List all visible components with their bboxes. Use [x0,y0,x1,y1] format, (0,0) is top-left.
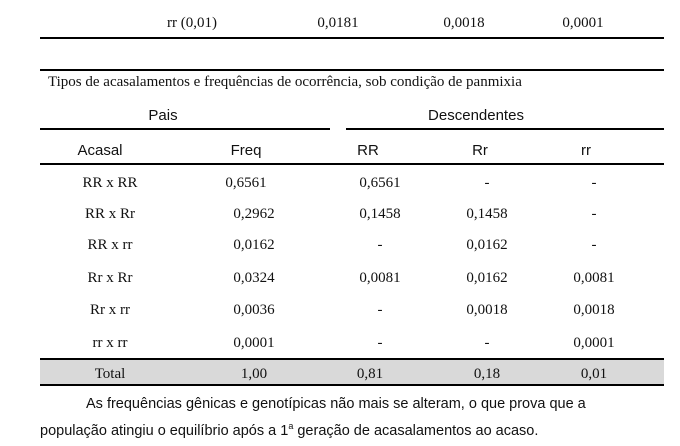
prev-row-label: rr (0,01) [167,15,217,31]
prev-row-value-3: 0,0001 [562,15,604,31]
descendentes-underline [346,128,664,130]
cell-freq: 0,2962 [233,206,275,222]
paragraph-line-2 [40,421,538,439]
cell-acasal: Rr x rr [90,302,130,318]
cell-freq: 0,0324 [233,270,275,286]
group-header-pais: Pais [148,107,178,124]
total-rr-upper: 0,81 [356,366,384,382]
cell-freq: 0,0036 [233,302,275,318]
total-label: Total [94,366,126,382]
ordinal-superscript: a [288,421,294,431]
table-caption: Tipos de acasalamentos e frequências de ocorrência, sob condição de panmixia [48,74,522,90]
total-rr-lower: 0,01 [580,366,608,382]
cell-acasal: RR x RR [82,175,138,191]
cell-rr-lower: - [591,237,597,253]
cell-acasal: RR x rr [87,237,133,253]
cell-freq: 0,6561 [225,175,267,191]
cell-acasal: Rr x Rr [87,270,133,286]
column-header-acasal: Acasal [77,142,123,159]
cell-rr-upper: 0,6561 [359,175,401,191]
column-header-rr-mixed: Rr [472,142,488,159]
cell-rr-mixed: 0,0162 [466,237,508,253]
cell-freq: 0,0162 [233,237,275,253]
total-rr-mixed: 0,18 [473,366,501,382]
cell-rr-mixed: - [484,175,490,191]
cell-freq: 0,0001 [233,335,275,351]
cell-rr-mixed: - [484,335,490,351]
header-bottom-rule [40,163,664,165]
total-freq: 1,00 [240,366,268,382]
cell-rr-mixed: 0,0162 [466,270,508,286]
prev-row-value-1: 0,0181 [317,15,359,31]
cell-rr-lower: 0,0001 [573,335,615,351]
cell-rr-upper: 0,1458 [359,206,401,222]
column-header-rr-upper: RR [357,142,379,159]
cell-rr-mixed: 0,1458 [466,206,508,222]
paragraph-line-2-start: população atingiu o equilíbrio após a 1 [40,422,289,439]
cell-acasal: rr x rr [92,335,128,351]
cell-rr-lower: 0,0081 [573,270,615,286]
cell-rr-upper: 0,0081 [359,270,401,286]
column-header-freq: Freq [230,142,262,159]
cell-rr-upper: - [377,335,383,351]
paragraph-line-1: As frequências gênicas e genotípicas não mais se alteram, o que prova que a [86,396,586,412]
pais-underline [40,128,330,130]
cell-rr-lower: 0,0018 [573,302,615,318]
caption-top-rule [40,69,664,71]
cell-rr-lower: - [591,206,597,222]
cell-rr-mixed: 0,0018 [466,302,508,318]
total-bottom-rule [40,384,664,386]
cell-rr-upper: - [377,302,383,318]
group-header-descendentes: Descendentes [428,107,524,124]
prev-table-bottom-rule [40,37,664,39]
cell-rr-lower: - [591,175,597,191]
cell-acasal: RR x Rr [84,206,136,222]
paragraph-line-2-end: geração de acasalamentos ao acaso. [293,422,539,439]
total-top-rule [40,358,664,360]
total-row-background [40,360,664,384]
prev-row-value-2: 0,0018 [443,15,485,31]
cell-rr-upper: - [377,237,383,253]
column-header-rr-lower: rr [581,142,591,159]
